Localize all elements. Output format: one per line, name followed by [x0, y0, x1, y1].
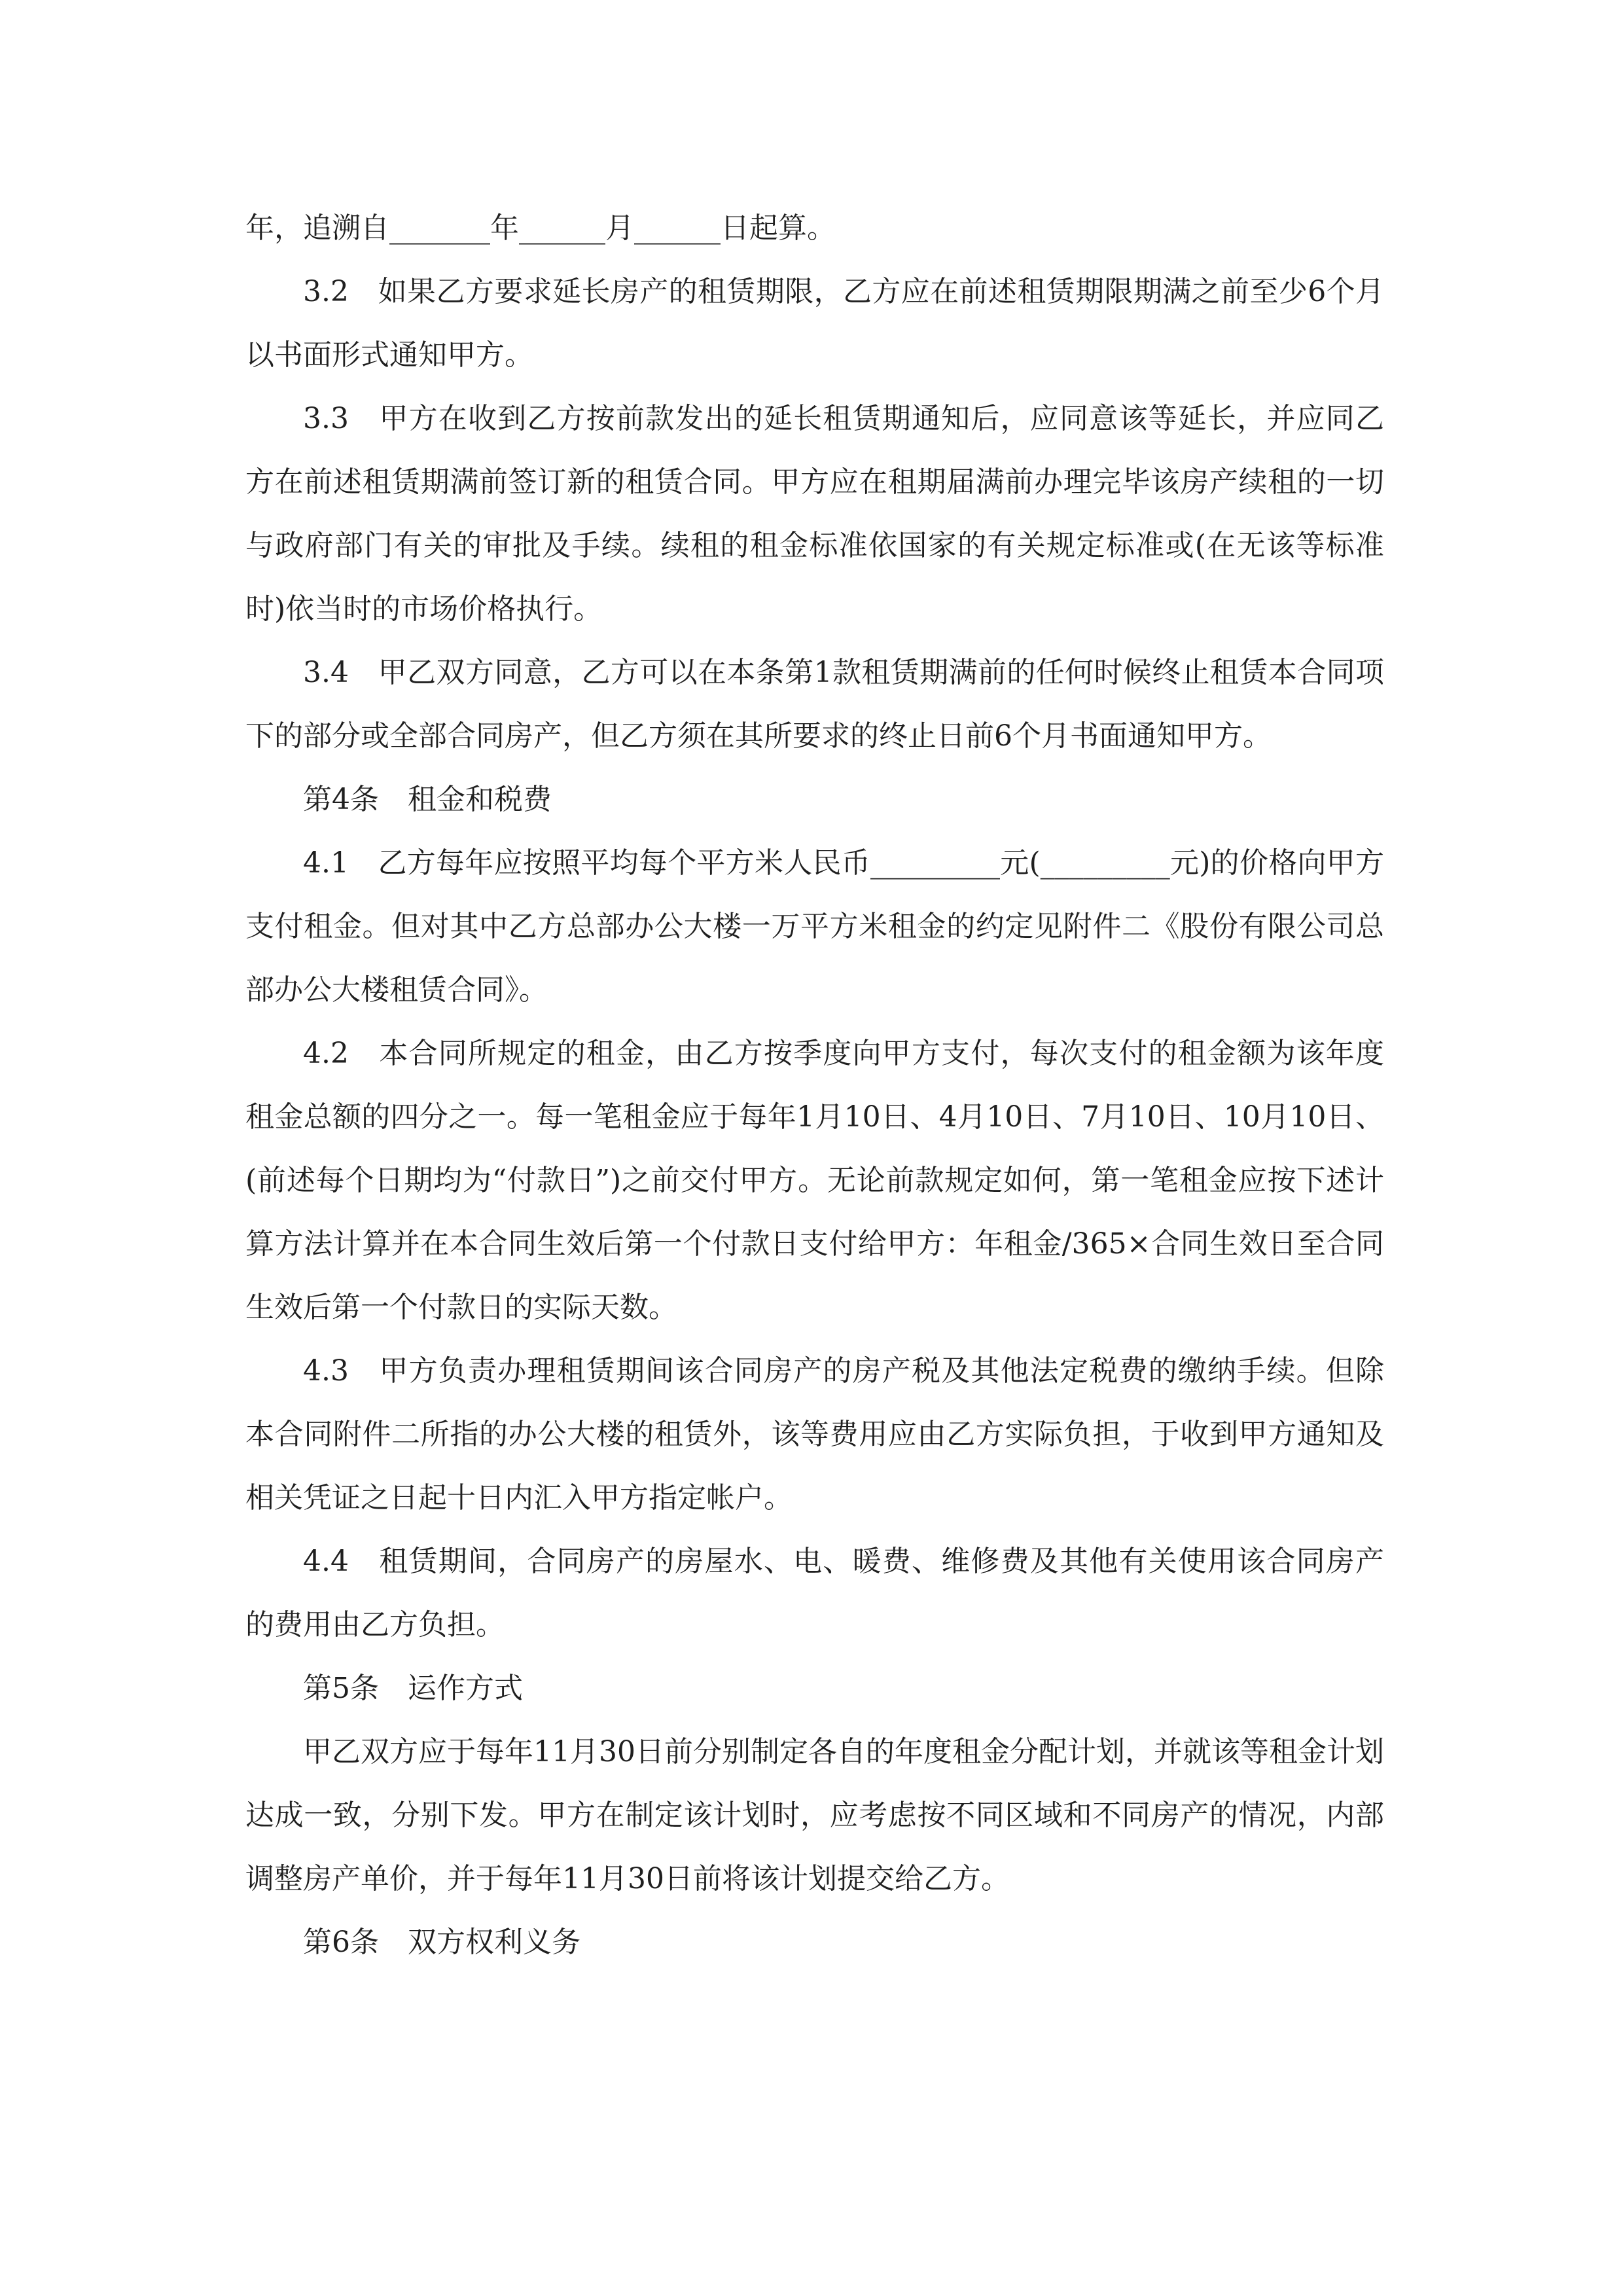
paragraph-continuation: 年，追溯自_______年______月______日起算。	[245, 211, 836, 245]
contract-body	[245, 196, 1384, 1974]
clause-4-2: 4.2 本合同所规定的租金，由乙方按季度向甲方支付，每次支付的租金额为该年度租金总额的四分之一。每一笔租金应于每年1月10日、4月10日、7月10日、10月10日、(前述每个日期均为“付款日”)之前交付甲方。无论前款规定如何，第一笔租金应按下述计算方法计算并在本合同生效后第一个付款日支付给甲方：年租金/365×合同生效日至合同生效后第一个付款日的实际天数。	[245, 1037, 1384, 1324]
article-5-heading: 第5条 运作方式	[303, 1672, 523, 1705]
clause-3-2: 3.2 如果乙方要求延长房产的租赁期限，乙方应在前述租赁期限期满之前至少6个月以书面形式通知甲方。	[245, 275, 1384, 372]
clause-4-3: 4.3 甲方负责办理租赁期间该合同房产的房产税及其他法定税费的缴纳手续。但除本合同附件二所指的办公大楼的租赁外，该等费用应由乙方实际负担，于收到甲方通知及相关凭证之日起十日内汇入甲方指定帐户。	[245, 1354, 1384, 1515]
article-4-heading: 第4条 租金和税费	[303, 783, 552, 816]
clause-4-1: 4.1 乙方每年应按照平均每个平方米人民币_________元(_________元)的价格向甲方支付租金。但对其中乙方总部办公大楼一万平方米租金的约定见附件二《股份有限公司总部办公大楼租赁合同》。	[245, 846, 1384, 1007]
clause-3-4: 3.4 甲乙双方同意，乙方可以在本条第1款租赁期满前的任何时候终止租赁本合同项下的部分或全部合同房产，但乙方须在其所要求的终止日前6个月书面通知甲方。	[245, 656, 1384, 753]
article-5-body: 甲乙双方应于每年11月30日前分别制定各自的年度租金分配计划，并就该等租金计划达成一致，分别下发。甲方在制定该计划时，应考虑按不同区域和不同房产的情况，内部调整房产单价，并于每年11月30日前将该计划提交给乙方。	[245, 1735, 1384, 1895]
article-6-heading: 第6条 双方权利义务	[303, 1926, 580, 1959]
clause-4-4: 4.4 租赁期间，合同房产的房屋水、电、暖费、维修费及其他有关使用该合同房产的费用由乙方负担。	[245, 1545, 1384, 1641]
clause-3-3: 3.3 甲方在收到乙方按前款发出的延长租赁期通知后，应同意该等延长，并应同乙方在前述租赁期满前签订新的租赁合同。甲方应在租期届满前办理完毕该房产续租的一切与政府部门有关的审批及手续。续租的租金标准依国家的有关规定标准或(在无该等标准时)依当时的市场价格执行。	[245, 402, 1384, 626]
